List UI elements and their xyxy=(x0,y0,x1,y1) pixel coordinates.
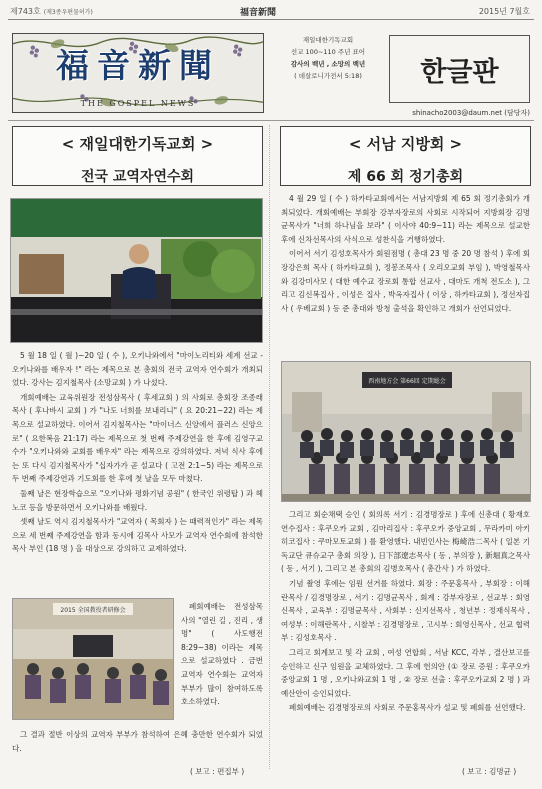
left-article-body-top xyxy=(12,349,263,556)
issue-number: 제743호 (제3종우편물허가) xyxy=(10,7,93,16)
masthead xyxy=(12,33,264,113)
left-article-photo-speaker xyxy=(10,198,263,343)
masthead-english: THE GOSPEL NEWS xyxy=(80,99,196,108)
masthead-rule xyxy=(8,120,534,121)
left-paragraph-1: 5 월 18 일 ( 월 )~20 일 ( 수 ), 오키나와에서 "마이노리티와 세계 선교 - 오키나와를 배우자 !" 라는 제목으로 본 총회의 전국 교역자 연수회가 개최되었다. 강사는 김지철목사 (소망교회 ) 가 나섰다. xyxy=(12,351,263,388)
left-article-heading xyxy=(12,126,263,186)
meeting-photo-illustration xyxy=(13,599,174,720)
meeting-banner-text: 2015 全国教役者研修会 xyxy=(60,607,126,614)
left-paragraph-2: 개회예배는 교육위원장 전성삼목사 ( 후세교회 ) 의 사회로 총회장 조종래목사 ( 후나바시 교회 ) 가 "나도 너희를 보내리니" ( 요 20:21~22) 라는 제목으로 설교하였다. 이어서 김지철목사는 "마이너스 신앙에서 플러스 신앙으로" ( 요한복음 21:17) 라는 제목으로 첫 번째 주제강연을 한 후에 김영구교수가 "오키나와와 교회를 배우자" 라는 제목으로 강의하였다. 저녁 식사 후에는 또 다시 김지철목사가 "십자가가 곧 설교다 ( 고전 2:1~5) 라는 제목으로 두 번째 주제강연과 기도회를 한 후에 첫 날을 모두 마쳤다. xyxy=(12,392,263,484)
column-separator xyxy=(269,125,270,769)
right-article-group-photo xyxy=(281,361,531,502)
right-article-category: < 서남 지방회 > xyxy=(348,135,463,153)
group-photo-banner-text: 西南地方会 第66回 定期総会 xyxy=(368,378,446,385)
left-article-category: < 재일대한기독교회 > xyxy=(61,135,214,153)
right-paragraph-5: 그리고 회계보고 및 각 교회 , 여성 연합회 , 서남 KCC, 각부 , 결산보고를 승인하고 신구 임원을 교체하였다. 그 후에 헌의안 (① 장로 증원 : 후쿠오카 중앙교회 1 명 , 오키나와교회 1 명 , ② 장로 선출 : 후쿠오카교회 2 명 ) 과 예산안이 승인되었다. xyxy=(281,647,530,698)
right-article-heading xyxy=(280,126,531,186)
korean-edition-label: 한글판 xyxy=(389,35,530,103)
contact-email: shinacho2003@daum.net (담당자) xyxy=(412,109,530,117)
speaker-photo-illustration xyxy=(11,199,263,343)
motto-slogan: 감사의 백년 , 소망의 백년 xyxy=(290,60,366,68)
left-article-body-side xyxy=(181,600,263,709)
motto-church: 재일대한기독교회 xyxy=(302,36,354,44)
motto-reference: ( 데살로니가전서 5:18) xyxy=(294,72,362,80)
right-paragraph-6: 폐회예배는 김경명장로의 사회로 주문홍목사가 설교 및 폐회를 선언했다. xyxy=(289,703,526,713)
left-article-body-bottom xyxy=(12,728,263,755)
left-paragraph-4: 셋째 날도 역시 김지철목사가 "교역자 ( 목회자 ) 는 때력적인가" 라는 제목으로 세 번째 주제강연을 함과 동시에 김목사 사모가 교역자 연수회에 참석한 목사 부인 (18 명 ) 을 대상으로 강의하고 교제하였다. xyxy=(12,517,263,554)
motto-box xyxy=(272,34,384,106)
left-paragraph-5: 폐회예배는 전성삼목사의 "열린 길 , 진리 , 생명" ( 사도행전 8:29~38) 이라는 제목으로 설교하였다 . 금번 교역자 연수회는 교역자 부부가 많이 참여하도록 호소하였다. xyxy=(181,602,263,707)
right-paragraph-1: 4 월 29 일 ( 수 ) 하카타교회에서는 서남지방회 제 65 회 정기총회가 개최되었다. 개회예배는 부회장 강부자장로의 사회로 시작되어 지방회장 김명균목사가 "너희 하나님을 보라" ( 이사야 40:9~11) 라는 제목으로 설교한 후에 신차선목사의 사식으로 성찬식을 거행하였다. xyxy=(281,194,530,244)
group-photo-illustration xyxy=(282,362,531,502)
left-paragraph-3: 둘째 날은 현장학습으로 "오키나와 평화기념 공원" ( 한국인 위령탑 ) 과 헤노코 등을 방문하면서 오키나와를 배웠다. xyxy=(12,488,263,512)
right-paragraph-3: 그리고 회순채택 승인 ( 회의록 서기 : 김경명장로 ) 후에 신총대 ( 황재호연수집사 : 후쿠오카 교회 , 김마리집사 : 후쿠오카 중앙교회 , 무라카미 아키히코집사 : 쿠마모토교회 ) 를 환영했다. 내빈인사는 梅崎浩二목사 ( 일본 기독교단 큐슈교구 총회 의장 ), 日下部遼志목사 ( 동 , 부의장 ), 新堀真之목사 ( 동 , 서기 ), 그리고 본 총회의 김병호목사 ( 총간사 ) 가 하였다. xyxy=(281,510,530,574)
left-article-photo-meeting xyxy=(12,598,174,720)
right-paragraph-4: 기념 촬영 후에는 임원 선거를 하였다. 회장 : 주문홍목사 , 부회장 : 이해란목사 / 김경명장로 , 서기 : 김명균목사 , 회계 : 강부자장로 , 선교부 : 회영신목사 , 교육부 : 김명균목사 , 사회부 : 신지선목사 , 청년부 : 정재식목사 , 여성부 : 이해란목사 , 시찰부 : 김경명장로 , 고시부 : 회영신목사 , 선교 협력부 : 김성호목사 . xyxy=(281,578,530,643)
right-article-body-top xyxy=(281,192,530,315)
left-article-title: 전국 교역자연수회 xyxy=(80,169,195,185)
issue-date: 2015년 7월호 xyxy=(478,7,530,16)
header-rule xyxy=(8,19,534,20)
right-paragraph-2: 이어서 서기 김성호목사가 회원점명 ( 총대 23 명 중 20 명 참석 ) 후에 회장강은희 목사 ( 하카타교회 ), 정봉조목사 ( 오리오교회 부임 ), 박영철목사와 김강미사모 ( 대한 예수교 장로회 통합 선교사 , 대마도 개척 전도소 ), 그리고 김신복집사 , 이성은 집사 , 박옥자집사 ( 이상 , 하카타교회 ), 정선자집사 ( 우베교회 ) 등 준 총대와 방청 출석을 확인하고 개회가 선언되었다. xyxy=(281,249,530,313)
right-article-byline: ( 보고 : 김명균 ) xyxy=(462,767,517,776)
header-paper-name: 福音新聞 xyxy=(240,8,277,18)
left-paragraph-6: 그 결과 절반 이상의 교역자 부부가 참석하여 은혜 충만한 연수회가 되었다. xyxy=(12,730,263,753)
left-article-byline: ( 보고 : 편집부 ) xyxy=(190,767,245,776)
motto-caption: 선교 100~110 주년 표어 xyxy=(290,48,366,56)
masthead-title: 福音新聞 xyxy=(56,46,220,85)
right-article-title: 제 66 회 정기총회 xyxy=(347,169,464,185)
right-article-body-bottom xyxy=(281,508,530,715)
